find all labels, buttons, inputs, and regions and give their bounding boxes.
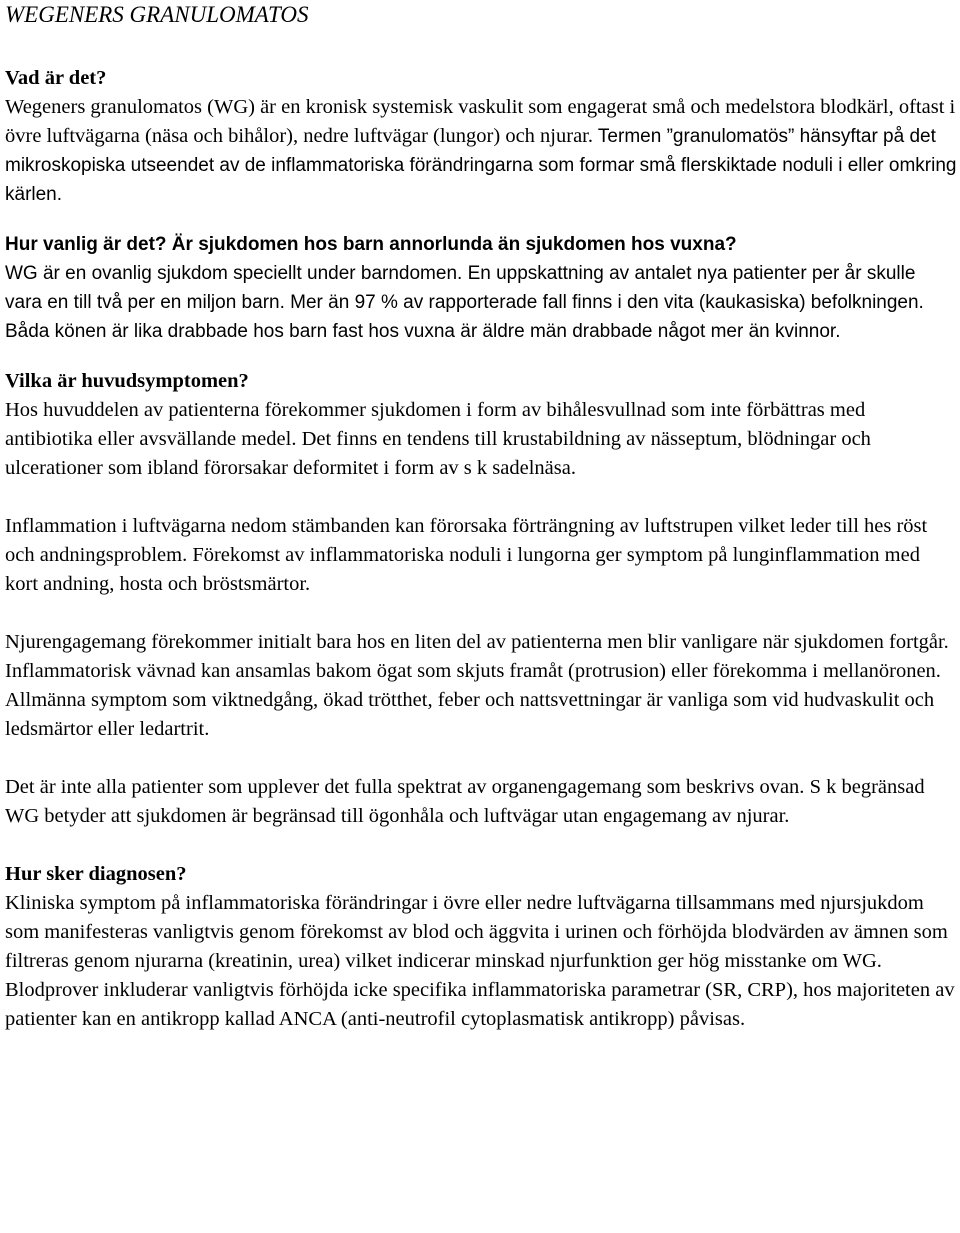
page-title: WEGENERS GRANULOMATOS bbox=[5, 2, 309, 27]
spacer bbox=[5, 29, 957, 64]
heading-what: Vad är det? bbox=[5, 67, 107, 89]
paragraph-diagnosis-2: Blodprover inkluderar vanligtvis förhöjda icke specifika inflammatoriska parametrar (SR, CRP), hos majoriteten av patienter kan en antikropp kallad ANCA (anti-neutrofil cytoplasmatisk antikropp) påvisas. bbox=[5, 979, 955, 1030]
text-common-4: Båda könen är lika drabbade hos barn fast hos vuxna är äldre män drabbade något mer än kvinnor. bbox=[5, 321, 841, 342]
spacer bbox=[5, 831, 957, 860]
paragraph-common bbox=[5, 259, 957, 346]
text-symptoms-4b: S k begränsad WG betyder att sjukdomen är begränsad till ögonhåla och luftvägar utan engagemang av njurar. bbox=[5, 776, 925, 827]
spacer bbox=[5, 483, 957, 512]
spacer bbox=[5, 744, 957, 773]
text-common-1: WG är en ovanlig sjukdom speciellt under barndomen. bbox=[5, 263, 463, 284]
heading-diagnosis: Hur sker diagnosen? bbox=[5, 863, 187, 885]
paragraph-symptoms-2 bbox=[5, 512, 957, 599]
paragraph-diagnosis-1: Kliniska symptom på inflammatoriska förändringar i övre eller nedre luftvägarna tillsammans med njursjukdom som manifesteras vanligtvis genom förekomst av blod och äggvita i urinen och förhöjda blodvärden av ämnen som filtreras genom njurarna (kreatinin, urea) vilket indicerar minskad njurfunktion ger hög misstanke om WG. bbox=[5, 892, 948, 972]
text-symptoms-2a: Inflammation i luftvägarna nedom stämbanden kan förorsaka förträngning av luftstrupen vilket leder till hes röst och andningsproblem. bbox=[5, 515, 928, 566]
text-symptoms-3b: Inflammatorisk vävnad kan ansamlas bakom ögat som skjuts framåt (protrusion) eller förekomma i mellanöronen. bbox=[5, 660, 941, 682]
paragraph-symptoms-3 bbox=[5, 628, 957, 744]
heading-symptoms: Vilka är huvudsymptomen? bbox=[5, 370, 249, 392]
spacer bbox=[5, 346, 957, 367]
text-common-2: En uppskattning av antalet nya patienter per år skulle vara en till två per en miljon barn. bbox=[5, 263, 916, 313]
text-symptoms-3a: Njurengagemang förekommer initialt bara hos en liten del av patienterna men blir vanligare när sjukdomen fortgår. bbox=[5, 631, 949, 653]
text-symptoms-4a: Det är inte alla patienter som upplever det fulla spektrat av organengagemang som beskrivs ovan. bbox=[5, 776, 805, 798]
document-page bbox=[5, 0, 957, 1034]
heading-common-1: Hur vanlig är det? bbox=[5, 234, 167, 255]
text-symptoms-3c: Allmänna symptom som viktnedgång, ökad trötthet, feber och nattsvettningar är vanliga som vid hudvaskulit och ledsmärtor eller ledartrit. bbox=[5, 689, 935, 740]
text-common-3: Mer än 97 % av rapporterade fall finns i den vita (kaukasiska) befolkningen. bbox=[284, 292, 924, 313]
spacer bbox=[5, 209, 957, 230]
spacer bbox=[5, 599, 957, 628]
text-symptoms-1b: Det finns en tendens till krustabildning av nässeptum, blödningar och ulcerationer som ibland förorsakar deformitet i form av s k sadelnäsa. bbox=[5, 428, 871, 479]
heading-common-2: Är sjukdomen hos barn annorlunda än sjukdomen hos vuxna? bbox=[166, 234, 737, 255]
text-what-2: Termen ”granulomatös” hänsyftar på det mikroskopiska utseendet av de inflammatoriska förändringarna som formar små flerskiktade noduli i eller omkring kärlen. bbox=[5, 126, 957, 205]
heading-common bbox=[5, 230, 957, 259]
text-symptoms-2b: Förekomst av inflammatoriska noduli i lungorna ger symptom på lunginflammation med kort andning, hosta och bröstsmärtor. bbox=[5, 544, 920, 595]
paragraph-symptoms-4 bbox=[5, 773, 957, 831]
text-symptoms-1a: Hos huvuddelen av patienterna förekommer sjukdomen i form av bihålesvullnad som inte förbättras med antibiotika eller avsvällande medel. bbox=[5, 399, 866, 450]
paragraph-symptoms-1 bbox=[5, 396, 957, 483]
text-what-1: Wegeners granulomatos (WG) är en kronisk systemisk vaskulit som engagerat små och medelstora blodkärl, oftast i övre luftvägarna (näsa och bihålor), nedre luftvägar (lungor) och njurar. bbox=[5, 96, 956, 147]
paragraph-what bbox=[5, 93, 957, 209]
